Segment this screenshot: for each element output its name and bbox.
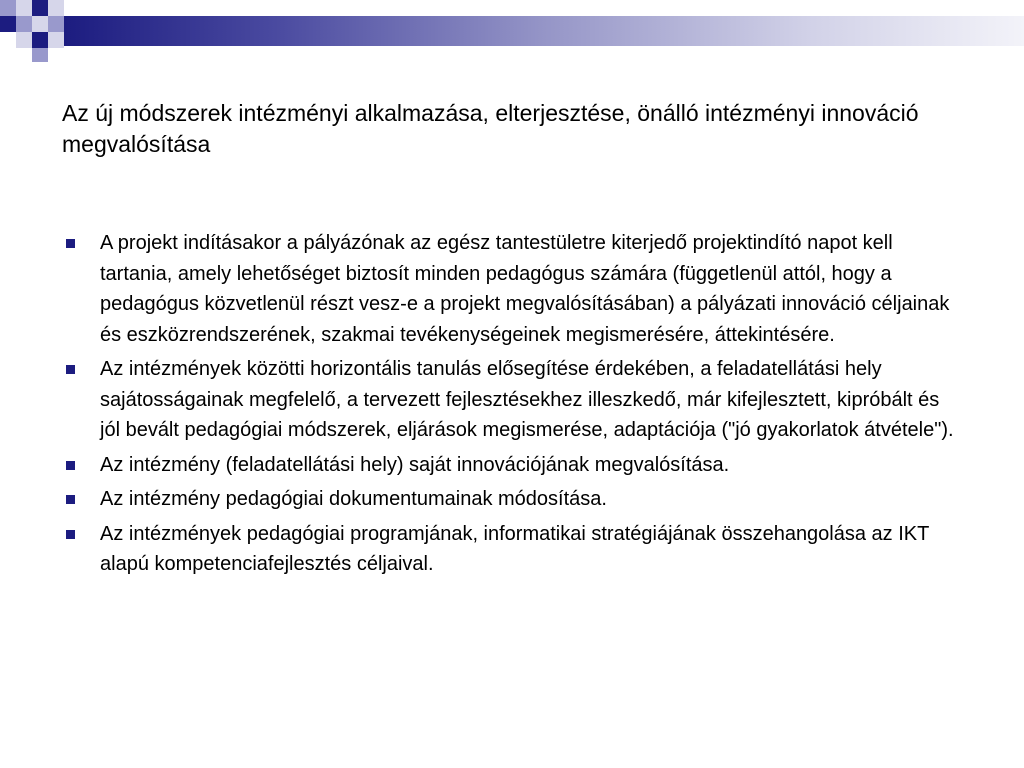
corner-square-decoration xyxy=(32,48,48,62)
square-bullet-icon xyxy=(66,365,75,374)
bullet-list xyxy=(62,228,962,584)
square-bullet-icon xyxy=(66,495,75,504)
bullet-text: A projekt indításakor a pályázónak az egész tantestületre kiterjedő projektindító napot kell tartania, amely lehetőséget biztosít minden pedagógus számára (függetlenül attól, hogy a pedagógus közvetlenül részt vesz-e a projekt megvalósításában) a pályázati innováció céljainak és eszközrendszerének, szakmai tevékenységeinek megismerésére, áttekintésére. xyxy=(100,232,950,346)
square-bullet-icon xyxy=(66,239,75,248)
corner-square-decoration xyxy=(16,16,32,32)
corner-square-decoration xyxy=(48,32,64,48)
bullet-text: Az intézmény (feladatellátási hely) saját innovációjának megvalósítása. xyxy=(100,453,730,476)
corner-square-decoration xyxy=(32,0,48,16)
corner-square-decoration xyxy=(16,0,32,16)
corner-square-decoration xyxy=(48,16,64,32)
corner-square-decoration xyxy=(48,0,64,16)
square-bullet-icon xyxy=(66,530,75,539)
list-item xyxy=(62,519,962,580)
corner-square-decoration xyxy=(16,32,32,48)
bullet-text: Az intézmény pedagógiai dokumentumainak módosítása. xyxy=(100,488,607,510)
corner-square-decoration xyxy=(32,16,48,32)
corner-square-decoration xyxy=(0,0,16,16)
corner-square-decoration xyxy=(0,16,16,32)
bullet-text: Az intézmények közötti horizontális tanulás elősegítése érdekében, a feladatellátási hely sajátosságainak megfelelő, a tervezett fejlesztésekhez illeszkedő, már kifejlesztett, kipróbált és jól bevált pedagógiai módszerek, eljárások megismerése, adaptációja ("jó gyakorlatok átvétele"). xyxy=(100,358,954,441)
list-item xyxy=(62,450,962,481)
corner-square-decoration xyxy=(32,32,48,48)
list-item xyxy=(62,354,962,446)
square-bullet-icon xyxy=(66,461,75,470)
slide-title: Az új módszerek intézményi alkalmazása, elterjesztése, önálló intézményi innováció megvalósítása xyxy=(62,100,919,157)
header-gradient-bar xyxy=(64,16,1024,46)
list-item xyxy=(62,484,962,515)
list-item xyxy=(62,228,962,350)
bullet-text: Az intézmények pedagógiai programjának, informatikai stratégiájának összehangolása az IKT alapú kompetenciafejlesztés céljaival. xyxy=(100,522,929,575)
